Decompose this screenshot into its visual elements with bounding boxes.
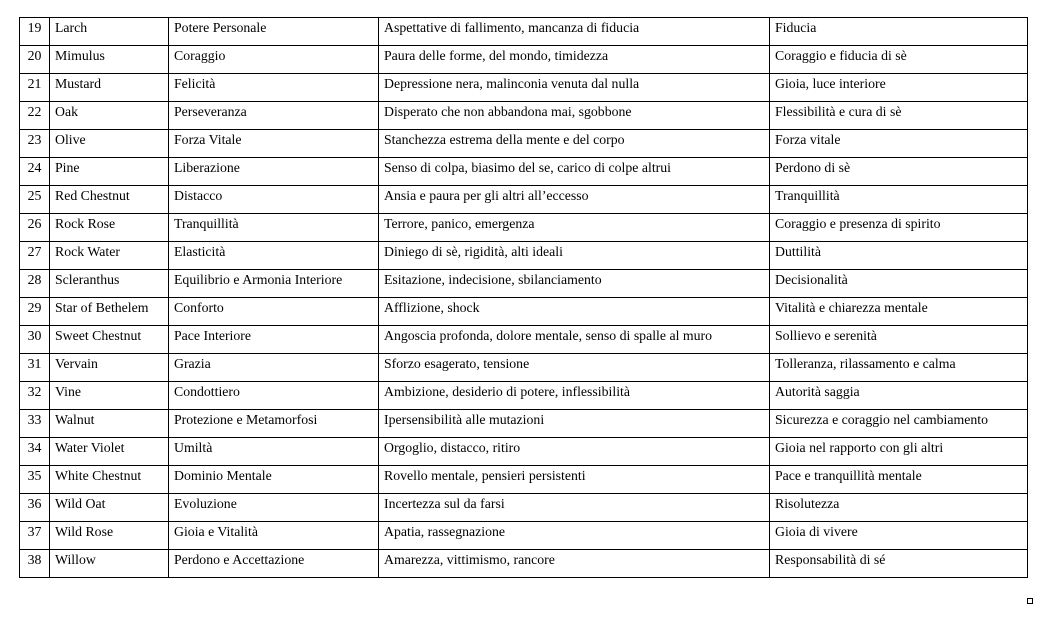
positive-state-cell: Sicurezza e coraggio nel cambiamento	[770, 410, 1028, 438]
row-number-cell: 19	[20, 18, 50, 46]
remedy-name-cell: Wild Rose	[50, 522, 169, 550]
remedy-name-cell: Red Chestnut	[50, 186, 169, 214]
table-body	[20, 18, 1028, 578]
negative-state-cell: Diniego di sè, rigidità, alti ideali	[379, 242, 770, 270]
remedy-name-cell: Willow	[50, 550, 169, 578]
positive-state-cell: Sollievo e serenità	[770, 326, 1028, 354]
positive-state-cell: Coraggio e fiducia di sè	[770, 46, 1028, 74]
row-number-cell: 22	[20, 102, 50, 130]
row-number-cell: 25	[20, 186, 50, 214]
negative-state-cell: Depressione nera, malinconia venuta dal nulla	[379, 74, 770, 102]
quality-cell: Elasticità	[169, 242, 379, 270]
table-row	[20, 46, 1028, 74]
table-row	[20, 410, 1028, 438]
quality-cell: Condottiero	[169, 382, 379, 410]
row-number-cell: 23	[20, 130, 50, 158]
row-number-cell: 21	[20, 74, 50, 102]
table-row	[20, 214, 1028, 242]
positive-state-cell: Tolleranza, rilassamento e calma	[770, 354, 1028, 382]
positive-state-cell: Responsabilità di sé	[770, 550, 1028, 578]
quality-cell: Potere Personale	[169, 18, 379, 46]
row-number-cell: 33	[20, 410, 50, 438]
remedy-name-cell: Sweet Chestnut	[50, 326, 169, 354]
row-number-cell: 27	[20, 242, 50, 270]
negative-state-cell: Orgoglio, distacco, ritiro	[379, 438, 770, 466]
remedy-name-cell: Star of Bethelem	[50, 298, 169, 326]
positive-state-cell: Tranquillità	[770, 186, 1028, 214]
quality-cell: Coraggio	[169, 46, 379, 74]
remedy-name-cell: Wild Oat	[50, 494, 169, 522]
remedy-name-cell: Water Violet	[50, 438, 169, 466]
positive-state-cell: Flessibilità e cura di sè	[770, 102, 1028, 130]
table-row	[20, 242, 1028, 270]
quality-cell: Dominio Mentale	[169, 466, 379, 494]
negative-state-cell: Sforzo esagerato, tensione	[379, 354, 770, 382]
positive-state-cell: Forza vitale	[770, 130, 1028, 158]
table-row	[20, 298, 1028, 326]
row-number-cell: 32	[20, 382, 50, 410]
positive-state-cell: Gioia, luce interiore	[770, 74, 1028, 102]
row-number-cell: 31	[20, 354, 50, 382]
positive-state-cell: Gioia nel rapporto con gli altri	[770, 438, 1028, 466]
quality-cell: Perdono e Accettazione	[169, 550, 379, 578]
positive-state-cell: Pace e tranquillità mentale	[770, 466, 1028, 494]
row-number-cell: 37	[20, 522, 50, 550]
quality-cell: Conforto	[169, 298, 379, 326]
table-row	[20, 494, 1028, 522]
table-row	[20, 158, 1028, 186]
row-number-cell: 29	[20, 298, 50, 326]
quality-cell: Forza Vitale	[169, 130, 379, 158]
negative-state-cell: Ipersensibilità alle mutazioni	[379, 410, 770, 438]
negative-state-cell: Disperato che non abbandona mai, sgobbone	[379, 102, 770, 130]
remedy-name-cell: Vine	[50, 382, 169, 410]
positive-state-cell: Coraggio e presenza di spirito	[770, 214, 1028, 242]
positive-state-cell: Perdono di sè	[770, 158, 1028, 186]
remedy-name-cell: Larch	[50, 18, 169, 46]
remedy-name-cell: Olive	[50, 130, 169, 158]
remedy-name-cell: Oak	[50, 102, 169, 130]
negative-state-cell: Incertezza sul da farsi	[379, 494, 770, 522]
table-resize-handle[interactable]	[1027, 598, 1033, 604]
table-row	[20, 326, 1028, 354]
row-number-cell: 35	[20, 466, 50, 494]
row-number-cell: 24	[20, 158, 50, 186]
positive-state-cell: Duttilità	[770, 242, 1028, 270]
row-number-cell: 20	[20, 46, 50, 74]
positive-state-cell: Gioia di vivere	[770, 522, 1028, 550]
remedies-table	[19, 17, 1028, 578]
quality-cell: Liberazione	[169, 158, 379, 186]
table-row	[20, 466, 1028, 494]
positive-state-cell: Vitalità e chiarezza mentale	[770, 298, 1028, 326]
table-row	[20, 522, 1028, 550]
positive-state-cell: Decisionalità	[770, 270, 1028, 298]
row-number-cell: 28	[20, 270, 50, 298]
negative-state-cell: Rovello mentale, pensieri persistenti	[379, 466, 770, 494]
table-row	[20, 354, 1028, 382]
negative-state-cell: Terrore, panico, emergenza	[379, 214, 770, 242]
remedy-name-cell: Walnut	[50, 410, 169, 438]
quality-cell: Evoluzione	[169, 494, 379, 522]
remedy-name-cell: Mustard	[50, 74, 169, 102]
quality-cell: Umiltà	[169, 438, 379, 466]
table-row	[20, 18, 1028, 46]
table-row	[20, 382, 1028, 410]
negative-state-cell: Senso di colpa, biasimo del se, carico di colpe altrui	[379, 158, 770, 186]
remedy-name-cell: Pine	[50, 158, 169, 186]
row-number-cell: 38	[20, 550, 50, 578]
remedy-name-cell: Rock Water	[50, 242, 169, 270]
quality-cell: Gioia e Vitalità	[169, 522, 379, 550]
quality-cell: Perseveranza	[169, 102, 379, 130]
row-number-cell: 26	[20, 214, 50, 242]
negative-state-cell: Ansia e paura per gli altri all’eccesso	[379, 186, 770, 214]
table-row	[20, 102, 1028, 130]
row-number-cell: 30	[20, 326, 50, 354]
remedy-name-cell: Rock Rose	[50, 214, 169, 242]
table-row	[20, 438, 1028, 466]
quality-cell: Equilibrio e Armonia Interiore	[169, 270, 379, 298]
remedy-name-cell: Scleranthus	[50, 270, 169, 298]
table-row	[20, 550, 1028, 578]
table-row	[20, 270, 1028, 298]
quality-cell: Grazia	[169, 354, 379, 382]
quality-cell: Distacco	[169, 186, 379, 214]
quality-cell: Tranquillità	[169, 214, 379, 242]
negative-state-cell: Aspettative di fallimento, mancanza di fiducia	[379, 18, 770, 46]
table-row	[20, 186, 1028, 214]
row-number-cell: 36	[20, 494, 50, 522]
quality-cell: Felicità	[169, 74, 379, 102]
negative-state-cell: Ambizione, desiderio di potere, inflessibilità	[379, 382, 770, 410]
quality-cell: Protezione e Metamorfosi	[169, 410, 379, 438]
quality-cell: Pace Interiore	[169, 326, 379, 354]
positive-state-cell: Fiducia	[770, 18, 1028, 46]
positive-state-cell: Autorità saggia	[770, 382, 1028, 410]
table-row	[20, 74, 1028, 102]
remedy-name-cell: White Chestnut	[50, 466, 169, 494]
negative-state-cell: Paura delle forme, del mondo, timidezza	[379, 46, 770, 74]
table-row	[20, 130, 1028, 158]
remedy-name-cell: Mimulus	[50, 46, 169, 74]
positive-state-cell: Risolutezza	[770, 494, 1028, 522]
negative-state-cell: Apatia, rassegnazione	[379, 522, 770, 550]
negative-state-cell: Stanchezza estrema della mente e del corpo	[379, 130, 770, 158]
row-number-cell: 34	[20, 438, 50, 466]
negative-state-cell: Amarezza, vittimismo, rancore	[379, 550, 770, 578]
negative-state-cell: Afflizione, shock	[379, 298, 770, 326]
negative-state-cell: Esitazione, indecisione, sbilanciamento	[379, 270, 770, 298]
remedy-name-cell: Vervain	[50, 354, 169, 382]
negative-state-cell: Angoscia profonda, dolore mentale, senso di spalle al muro	[379, 326, 770, 354]
